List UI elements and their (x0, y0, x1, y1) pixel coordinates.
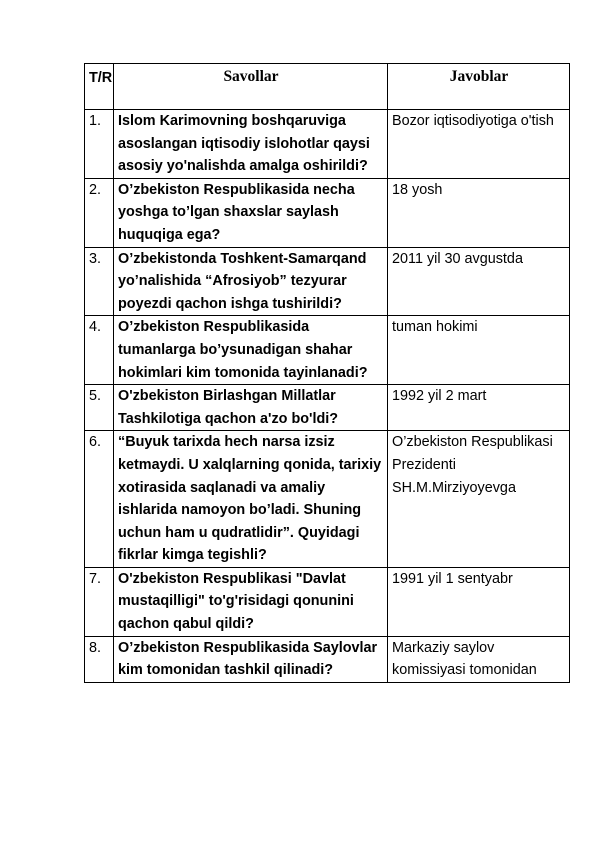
question-cell: O’zbekistonda Toshkent-Samarqand yo’nalishida “Afrosiyob” tezyurar poyezdi qachon ishga tushirildi? (114, 247, 388, 316)
row-number: 3. (85, 247, 114, 316)
table-row (85, 247, 570, 316)
question-cell: O'zbekiston Birlashgan Millatlar Tashkilotiga qachon a'zo bo'ldi? (114, 385, 388, 431)
row-number: 7. (85, 567, 114, 636)
question-cell: O’zbekiston Respublikasida Saylovlar kim tomonidan tashkil qilinadi? (114, 636, 388, 682)
header-savollar: Savollar (114, 64, 388, 110)
table-row (85, 636, 570, 682)
answer-cell: 1992 yil 2 mart (388, 385, 570, 431)
question-cell: “Buyuk tarixda hech narsa izsiz ketmaydi. U xalqlarning qonida, tarixiy xotirasida saqlanadi va amaliy ishlarida namoyon bo’ladi. Shuning uchun ham u qudratlidir”. Quyidagi fikrlar kimga tegishli? (114, 431, 388, 568)
answer-cell: 18 yosh (388, 178, 570, 247)
table-row (85, 316, 570, 385)
question-cell: O'zbekiston Respublikasi "Davlat mustaqilligi" to'g'risidagi qonunini qachon qabul qildi? (114, 567, 388, 636)
question-cell: O’zbekiston Respublikasida tumanlarga bo’ysunadigan shahar hokimlari kim tomonida tayinlanadi? (114, 316, 388, 385)
answer-cell: Markaziy saylov komissiyasi tomonidan (388, 636, 570, 682)
answer-cell: 1991 yil 1 sentyabr (388, 567, 570, 636)
row-number: 2. (85, 178, 114, 247)
table-row (85, 110, 570, 179)
row-number: 6. (85, 431, 114, 568)
header-tr: T/R (85, 64, 114, 110)
table-row (85, 567, 570, 636)
answer-cell: tuman hokimi (388, 316, 570, 385)
qa-table (84, 63, 570, 683)
row-number: 5. (85, 385, 114, 431)
table-header-row (85, 64, 570, 110)
question-cell: O’zbekiston Respublikasida necha yoshga to’lgan shaxslar saylash huquqiga ega? (114, 178, 388, 247)
table-row (85, 178, 570, 247)
row-number: 4. (85, 316, 114, 385)
header-javoblar: Javoblar (388, 64, 570, 110)
question-cell: Islom Karimovning boshqaruviga asoslangan iqtisodiy islohotlar qaysi asosiy yo'nalishda amalga oshirildi? (114, 110, 388, 179)
table-row (85, 385, 570, 431)
table-row (85, 431, 570, 568)
answer-cell: 2011 yil 30 avgustda (388, 247, 570, 316)
answer-cell: O’zbekiston Respublikasi Prezidenti SH.M.Mirziyoyevga (388, 431, 570, 568)
row-number: 1. (85, 110, 114, 179)
row-number: 8. (85, 636, 114, 682)
answer-cell: Bozor iqtisodiyotiga o'tish (388, 110, 570, 179)
